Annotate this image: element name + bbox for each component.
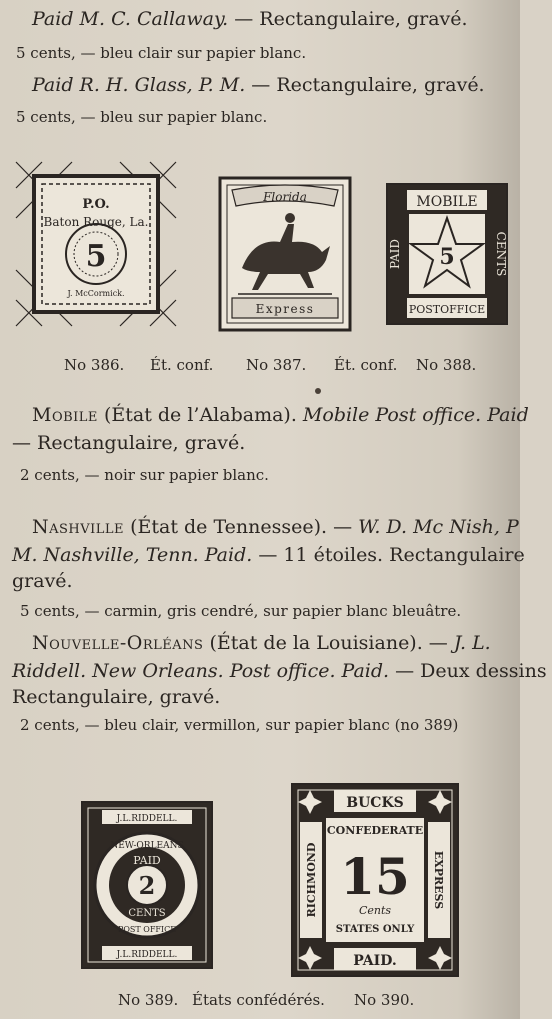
stamp-388-mobile	[385, 182, 509, 326]
nashville-inscription-2: M. Nashville, Tenn. Paid.	[12, 544, 253, 566]
stamp-386-maker: J. McCormick.	[67, 289, 125, 298]
stamp-390-richmond	[290, 782, 460, 978]
mobile-detail-1: 2 cents, — noir sur papier blanc.	[20, 466, 269, 484]
entry-callaway-desc: — Rectangulaire, gravé.	[228, 8, 468, 30]
caption-389: No 389.	[118, 991, 179, 1009]
nashville-line-2	[12, 544, 532, 566]
entry-callaway-heading	[32, 8, 552, 30]
stamp-390-express: EXPRESS	[432, 850, 445, 910]
entry-glass-title: Paid R. H. Glass, P. M.	[32, 74, 246, 96]
stamp-390-paid: PAID.	[353, 953, 397, 969]
stamp-389-cents: CENTS	[128, 908, 166, 919]
caption-387: No 387.	[246, 356, 307, 374]
nashville-inscription: W. D. Mc Nish, P	[358, 516, 519, 538]
stamp-389-postoffice: POST OFFICE	[117, 925, 177, 934]
orleans-heading	[32, 632, 552, 654]
nashville-desc: — 11 étoiles. Rectangulaire	[252, 544, 525, 566]
nashville-line-3: gravé.	[12, 570, 73, 592]
orleans-state: (État de la Louisiane). —	[203, 632, 454, 654]
nashville-heading	[32, 516, 552, 538]
stamp-386-city: Baton Rouge, La.	[43, 215, 149, 229]
stamp-386-value: 5	[85, 239, 107, 274]
stamp-390-states-only: STATES ONLY	[335, 924, 415, 935]
entry-callaway-title: Paid M. C. Callaway.	[32, 8, 229, 30]
stamp-387-florida-express	[218, 176, 352, 332]
stamp-389-city: NEW-ORLEANS	[110, 841, 184, 851]
entry-callaway-detail: 5 cents, — bleu clair sur papier blanc.	[16, 44, 307, 62]
mobile-state: (État de l’Alabama).	[97, 404, 303, 426]
orleans-desc: — Deux dessins	[389, 660, 547, 682]
mobile-city: Mobile	[32, 404, 98, 426]
mobile-desc: — Rectangulaire, gravé.	[12, 432, 246, 454]
stamp-388-postoffice: POSTOFFICE	[408, 303, 486, 316]
entry-glass-heading	[32, 74, 552, 96]
mobile-heading	[32, 404, 552, 426]
nashville-city: Nashville	[32, 516, 125, 538]
nashville-state: (État de Tennessee). —	[124, 516, 359, 538]
ink-spot	[315, 388, 321, 394]
stamp-386-baton-rouge	[12, 158, 180, 330]
stamp-389-paid: PAID	[133, 854, 161, 867]
stamp-388-value: 5	[439, 244, 455, 270]
stamp-389-top: J.L.RIDDELL.	[116, 814, 178, 824]
orleans-city: Nouvelle-Orléans	[32, 632, 204, 654]
stamp-390-value: 15	[340, 847, 410, 906]
stamp-387-florida: Florida	[263, 190, 307, 204]
nashville-detail-1: 5 cents, — carmin, gris cendré, sur papier blanc bleuâtre.	[20, 602, 462, 620]
entry-glass-detail: 5 cents, — bleu sur papier blanc.	[16, 108, 268, 126]
mobile-inscription: Mobile Post office. Paid	[302, 404, 529, 426]
stamp-388-cents: CENTS	[494, 231, 508, 277]
stamp-390-confederate: CONFEDERATE	[326, 824, 424, 837]
entry-glass-desc: — Rectangulaire, gravé.	[245, 74, 485, 96]
stamp-388-paid: PAID	[388, 239, 402, 269]
orleans-line-3: Rectangulaire, gravé.	[12, 686, 221, 708]
stamp-390-bucks: BUCKS	[346, 795, 404, 811]
caption-388: No 388.	[416, 356, 477, 374]
caption-386-conf: Ét. conf.	[150, 356, 214, 374]
stamp-390-cents: Cents	[358, 904, 392, 917]
caption-390: No 390.	[354, 991, 415, 1009]
orleans-detail-1: 2 cents, — bleu clair, vermillon, sur papier blanc (no 389)	[20, 716, 459, 734]
caption-386: No 386.	[64, 356, 125, 374]
orleans-inscription: J. L.	[453, 632, 491, 654]
stamp-389-bottom: J.L.RIDDELL.	[116, 950, 178, 960]
stamp-387-express: Express	[255, 302, 315, 316]
stamp-386-po: P.O.	[82, 197, 110, 212]
stamp-389-value: 2	[138, 871, 156, 900]
orleans-inscription-2: Riddell. New Orleans. Post office. Paid.	[12, 660, 390, 682]
caption-387-conf: Ét. conf.	[334, 356, 398, 374]
orleans-line-2	[12, 660, 547, 682]
stamp-390-richmond-text: RICHMOND	[305, 842, 318, 918]
stamp-389-new-orleans	[80, 800, 214, 970]
stamp-388-mobile-text: MOBILE	[416, 194, 478, 210]
caption-confederate: États confédérés.	[192, 991, 325, 1009]
